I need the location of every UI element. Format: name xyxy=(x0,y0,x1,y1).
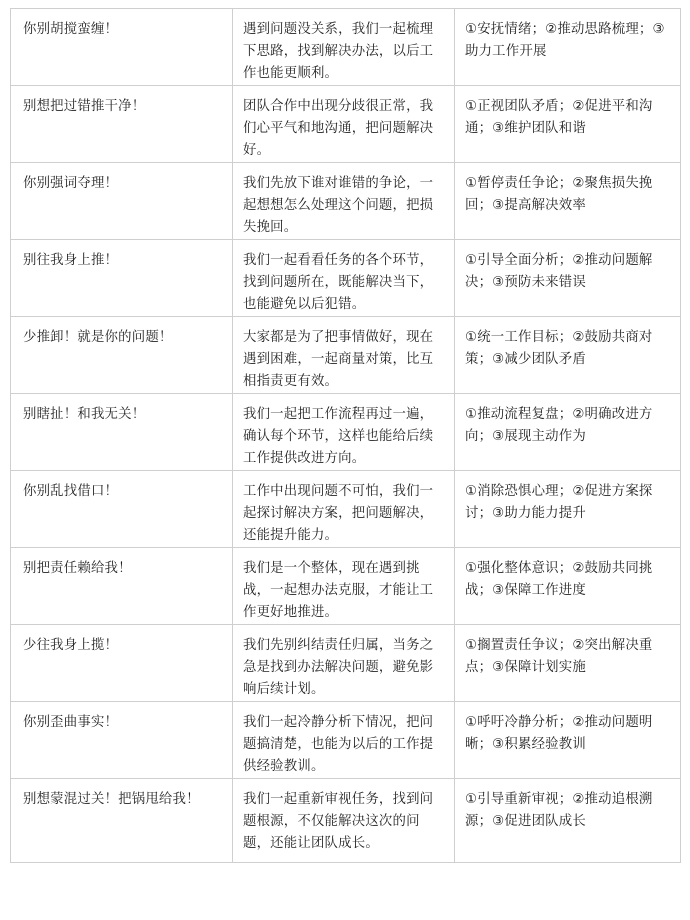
reply-cell: 我们一起重新审视任务，找到问题根源，不仅能解决这次的问题，还能让团队成长。 xyxy=(233,779,455,863)
reply-cell: 我们先别纠结责任归属，当务之急是找到办法解决问题，避免影响后续计划。 xyxy=(233,625,455,702)
phrase-cell: 你别强词夺理！ xyxy=(11,163,233,240)
reply-cell: 我们是一个整体，现在遇到挑战，一起想办法克服，才能让工作更好地推进。 xyxy=(233,548,455,625)
table-row xyxy=(11,240,681,317)
effects-cell: ①暂停责任争论；②聚焦损失挽回；③提高解决效率 xyxy=(455,163,681,240)
effects-cell: ①消除恐惧心理；②促进方案探讨；③助力能力提升 xyxy=(455,471,681,548)
table-row xyxy=(11,702,681,779)
table-row xyxy=(11,548,681,625)
table-row xyxy=(11,86,681,163)
reply-cell: 工作中出现问题不可怕，我们一起探讨解决方案，把问题解决，还能提升能力。 xyxy=(233,471,455,548)
phrase-cell: 你别乱找借口！ xyxy=(11,471,233,548)
phrase-cell: 别瞎扯！和我无关！ xyxy=(11,394,233,471)
table-row xyxy=(11,163,681,240)
phrase-cell: 别想蒙混过关！把锅甩给我！ xyxy=(11,779,233,863)
phrase-cell: 少往我身上揽！ xyxy=(11,625,233,702)
effects-cell: ①呼吁冷静分析；②推动问题明晰；③积累经验教训 xyxy=(455,702,681,779)
effects-cell: ①推动流程复盘；②明确改进方向；③展现主动作为 xyxy=(455,394,681,471)
phrase-cell: 别往我身上推！ xyxy=(11,240,233,317)
reply-cell: 大家都是为了把事情做好，现在遇到困难，一起商量对策，比互相指责更有效。 xyxy=(233,317,455,394)
table-row xyxy=(11,779,681,863)
reply-cell: 我们先放下谁对谁错的争论，一起想想怎么处理这个问题，把损失挽回。 xyxy=(233,163,455,240)
phrase-table-container xyxy=(10,8,680,912)
phrase-cell: 少推卸！就是你的问题！ xyxy=(11,317,233,394)
table-row xyxy=(11,471,681,548)
table-row xyxy=(11,9,681,86)
effects-cell: ①强化整体意识；②鼓励共同挑战；③保障工作进度 xyxy=(455,548,681,625)
phrase-cell: 你别胡搅蛮缠！ xyxy=(11,9,233,86)
effects-cell: ①引导重新审视；②推动追根溯源；③促进团队成长 xyxy=(455,779,681,863)
effects-cell: ①搁置责任争议；②突出解决重点；③保障计划实施 xyxy=(455,625,681,702)
phrase-table xyxy=(10,8,681,863)
reply-cell: 我们一起看看任务的各个环节，找到问题所在，既能解决当下，也能避免以后犯错。 xyxy=(233,240,455,317)
effects-cell: ①统一工作目标；②鼓励共商对策；③减少团队矛盾 xyxy=(455,317,681,394)
phrase-cell: 别想把过错推干净！ xyxy=(11,86,233,163)
reply-cell: 遇到问题没关系，我们一起梳理下思路，找到解决办法，以后工作也能更顺利。 xyxy=(233,9,455,86)
effects-cell: ①引导全面分析；②推动问题解决；③预防未来错误 xyxy=(455,240,681,317)
effects-cell: ①安抚情绪；②推动思路梳理；③助力工作开展 xyxy=(455,9,681,86)
table-row xyxy=(11,394,681,471)
table-row xyxy=(11,317,681,394)
reply-cell: 团队合作中出现分歧很正常，我们心平气和地沟通，把问题解决好。 xyxy=(233,86,455,163)
reply-cell: 我们一起冷静分析下情况，把问题搞清楚，也能为以后的工作提供经验教训。 xyxy=(233,702,455,779)
phrase-cell: 别把责任赖给我！ xyxy=(11,548,233,625)
table-row xyxy=(11,625,681,702)
phrase-cell: 你别歪曲事实！ xyxy=(11,702,233,779)
reply-cell: 我们一起把工作流程再过一遍，确认每个环节，这样也能给后续工作提供改进方向。 xyxy=(233,394,455,471)
effects-cell: ①正视团队矛盾；②促进平和沟通；③维护团队和谐 xyxy=(455,86,681,163)
